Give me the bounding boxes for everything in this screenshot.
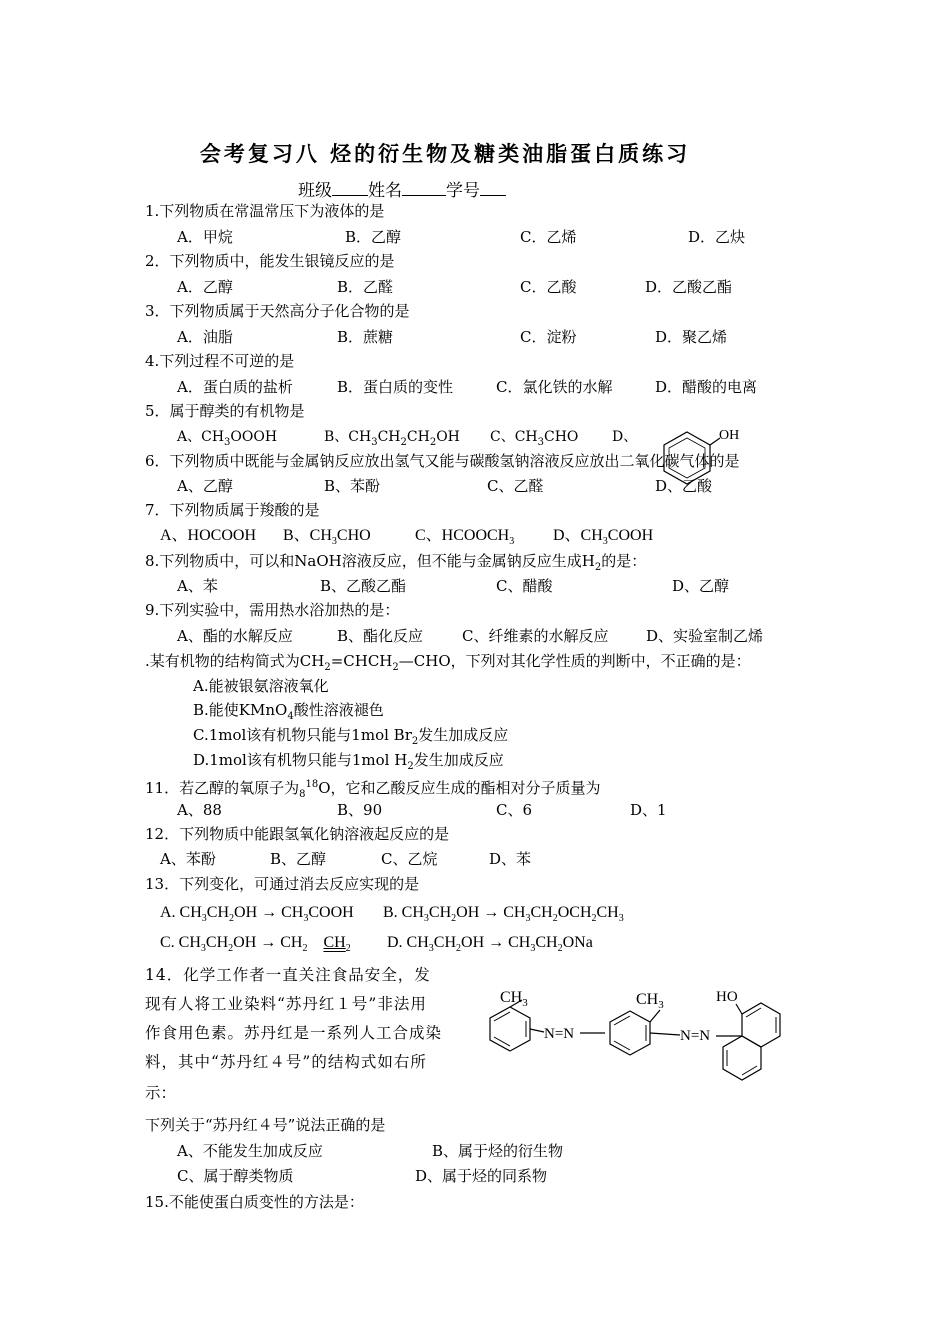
q10-option-a: A.能被银氨溶液氧化 bbox=[193, 677, 329, 695]
q10-option-c: C.1mol该有机物只能与1mol $Br_2$发生加成反应 bbox=[193, 726, 509, 747]
methyl-label-2: $CH_3$ bbox=[636, 991, 664, 1011]
arrow-icon: → bbox=[488, 934, 505, 951]
azo-bond-2a bbox=[650, 1033, 680, 1035]
q2-option-c: C．乙酸 bbox=[520, 278, 577, 296]
q3-option-c: C．淀粉 bbox=[520, 328, 577, 346]
q10-option-b: B.能使KMnO$_4$酸性溶液褪色 bbox=[193, 701, 384, 722]
q14-option-b: B、属于烃的衍生物 bbox=[432, 1142, 564, 1160]
q6-option-b: B、苯酚 bbox=[324, 477, 381, 495]
q9-option-c: C、纤维素的水解反应 bbox=[462, 627, 609, 645]
question-4: 4.下列过程不可逆的是 bbox=[145, 352, 295, 370]
arrow-icon: → bbox=[483, 904, 500, 921]
oh-label: OH bbox=[719, 428, 740, 443]
azo-label-1: N=N bbox=[544, 1026, 575, 1042]
question-15: 15.不能使蛋白质变性的方法是： bbox=[145, 1193, 364, 1211]
q1-option-a: A．甲烷 bbox=[177, 228, 233, 246]
ring-2-methyl-bond bbox=[650, 1010, 660, 1022]
q3-option-a: A．油脂 bbox=[177, 328, 233, 346]
q7-option-a: A、HOCOOH bbox=[160, 527, 257, 544]
class-label: 班级 bbox=[298, 181, 332, 201]
q5-option-a: A、$CH_3OOOH$ bbox=[177, 429, 278, 448]
name-blank[interactable] bbox=[402, 179, 446, 196]
q12-option-a: A、苯酚 bbox=[160, 850, 216, 868]
q9-option-a: A、酯的水解反应 bbox=[177, 627, 293, 645]
q3-option-d: D．聚乙烯 bbox=[655, 328, 728, 346]
question-9: 9.下列实验中，需用热水浴加热的是： bbox=[145, 601, 400, 619]
naphthalene-aux-guide-3 bbox=[723, 1036, 761, 1080]
q2-option-a: A．乙醇 bbox=[177, 278, 233, 296]
q7-option-c: C、$HCOOCH_3$ bbox=[415, 527, 515, 548]
q13-option-b: B. $CH_3CH_2OH \to CH_3CH_2OCH_2CH_3$ bbox=[383, 904, 624, 925]
arrow-icon: → bbox=[260, 934, 277, 951]
q6-option-c: C、乙醛 bbox=[487, 477, 544, 495]
q5-option-b: B、$CH_3CH_2CH_2OH$ bbox=[324, 429, 460, 448]
naphthalene-ring-2 bbox=[723, 1036, 761, 1080]
q6-option-a: A、乙醇 bbox=[177, 477, 233, 495]
q13-option-d: D. $CH_3CH_2OH \to CH_3CH_2ONa$ bbox=[387, 934, 593, 955]
question-14-line-1: 14．化学工作者一直关注食品安全，发 bbox=[145, 966, 431, 984]
name-label: 姓名 bbox=[368, 181, 402, 201]
q8-option-b: B、乙酸乙酯 bbox=[320, 577, 407, 595]
naphthalene-aux-guide bbox=[723, 1036, 761, 1080]
id-blank[interactable] bbox=[480, 179, 506, 196]
q10-option-d: D.1mol该有机物只能与1mol $H_2$发生加成反应 bbox=[193, 751, 504, 772]
naphthalene-aux-guide-5 bbox=[742, 1036, 780, 1047]
q5-option-c: C、$CH_3CHO$ bbox=[490, 429, 579, 448]
student-info-header bbox=[298, 176, 506, 201]
question-14-line-4: 料，其中“苏丹红４号”的结构式如右所 bbox=[145, 1053, 427, 1071]
q8-option-a: A、苯 bbox=[177, 577, 218, 595]
q8-option-d: D、乙醇 bbox=[672, 577, 730, 595]
question-8: 8.下列物质中，可以和NaOH溶液反应，但不能与金属钠反应生成$H_2$的是： bbox=[145, 552, 647, 573]
q9-option-d: D、实验室制乙烯 bbox=[646, 627, 764, 645]
q6-option-d: D、乙酸 bbox=[655, 477, 713, 495]
question-6: 6．下列物质中既能与金属钠反应放出氢气又能与碳酸氢钠溶液反应放出二氧化碳气体的是 bbox=[145, 452, 740, 470]
benzene-ring-1 bbox=[490, 1007, 530, 1051]
q11-option-b: B、90 bbox=[337, 801, 383, 819]
question-14-line-2: 现有人将工业染料“苏丹红１号”非法用 bbox=[145, 995, 427, 1013]
q14-option-d: D、属于烃的同系物 bbox=[415, 1167, 548, 1185]
q2-option-b: B．乙醛 bbox=[337, 278, 394, 296]
question-12: 12．下列物质中能跟氢氧化钠溶液起反应的是 bbox=[145, 825, 450, 843]
azo-bond-1a bbox=[530, 1029, 544, 1032]
q7-option-b: B、$CH_3CHO$ bbox=[283, 527, 371, 548]
q11-option-c: C、6 bbox=[496, 801, 533, 819]
naphthalene-aux-guide-2 bbox=[723, 1036, 761, 1080]
azo-label-2: N=N bbox=[680, 1028, 711, 1044]
question-11: 11．若乙醇的氧原子为$_8^{18}$O，它和乙酸反应生成的酯相对分子质量为 bbox=[145, 779, 601, 800]
naphthalene-aux-guide-4 bbox=[723, 1036, 761, 1080]
q13-option-a: A. $CH_3CH_2OH$ → $CH_3COOH$ bbox=[160, 904, 354, 925]
q14-option-c: C、属于醇类物质 bbox=[177, 1167, 294, 1185]
q1-option-c: C．乙烯 bbox=[520, 228, 577, 246]
q3-option-b: B．蔗糖 bbox=[337, 328, 394, 346]
q4-option-b: B．蛋白质的变性 bbox=[337, 378, 454, 396]
question-10: .某有机物的结构简式为$CH_2=CHCH_2—CHO$，下列对其化学性质的判断中，不正确的是： bbox=[145, 652, 751, 673]
hydroxyl-bond bbox=[736, 1004, 742, 1014]
q12-option-c: C、乙烷 bbox=[381, 850, 438, 868]
question-14-line-5: 示： bbox=[145, 1084, 177, 1102]
question-14-stem: 下列关于“苏丹红４号”说法正确的是 bbox=[145, 1116, 386, 1134]
question-13: 13．下列变化，可通过消去反应实现的是 bbox=[145, 875, 420, 893]
methyl-label-1: $CH_3$ bbox=[500, 989, 528, 1009]
q13-option-c: C. $CH_3CH_2OH \to CH_2$ $CH_2$ bbox=[160, 934, 351, 955]
benzene-ring-2 bbox=[610, 1011, 650, 1055]
class-blank[interactable] bbox=[332, 179, 368, 196]
page-title: 会考复习八 烃的衍生物及糖类油脂蛋白质练习 bbox=[199, 141, 691, 166]
id-label: 学号 bbox=[446, 181, 480, 201]
naphthalene-ring-1 bbox=[742, 1003, 780, 1047]
q12-option-b: B、乙醇 bbox=[270, 850, 327, 868]
naph-double-bond-1 bbox=[746, 1008, 761, 1017]
q4-option-a: A．蛋白质的盐析 bbox=[177, 378, 293, 396]
q12-option-d: D、苯 bbox=[489, 850, 532, 868]
q1-option-d: D．乙炔 bbox=[688, 228, 746, 246]
hydroxyl-label: HO bbox=[716, 989, 738, 1005]
ring-1-double-bond-1 bbox=[494, 1012, 510, 1021]
q4-option-c: C．氯化铁的水解 bbox=[496, 378, 613, 396]
ring-1-double-bond-3 bbox=[494, 1037, 510, 1046]
question-2: 2．下列物质中，能发生银镜反应的是 bbox=[145, 252, 395, 270]
ring-2-double-bond-3 bbox=[614, 1041, 630, 1050]
q8-option-c: C、醋酸 bbox=[496, 577, 553, 595]
q11-option-d: D、1 bbox=[630, 801, 667, 819]
question-7: 7．下列物质属于羧酸的是 bbox=[145, 501, 320, 519]
question-5: 5．属于醇类的有机物是 bbox=[145, 402, 305, 420]
question-1: 1.下列物质在常温常压下为液体的是 bbox=[145, 202, 385, 220]
q14-option-a: A、不能发生加成反应 bbox=[177, 1142, 323, 1160]
naph-double-bond-4 bbox=[742, 1066, 757, 1075]
arrow-icon: → bbox=[261, 904, 278, 921]
q9-option-b: B、酯化反应 bbox=[337, 627, 424, 645]
sudan-red-4-structure bbox=[460, 980, 800, 1095]
q2-option-d: D．乙酸乙酯 bbox=[645, 278, 733, 296]
q4-option-d: D．醋酸的电离 bbox=[655, 378, 758, 396]
q5-option-d: D、 bbox=[612, 429, 638, 445]
question-3: 3．下列物质属于天然高分子化合物的是 bbox=[145, 302, 410, 320]
q11-option-a: A、88 bbox=[177, 801, 222, 819]
question-14-line-3: 作食用色素。苏丹红是一系列人工合成染 bbox=[145, 1024, 443, 1042]
q7-option-d: D、$CH_3COOH$ bbox=[553, 527, 654, 548]
naphthalene-side-guide bbox=[761, 1036, 799, 1080]
q1-option-b: B．乙醇 bbox=[345, 228, 402, 246]
naphthalene-lower-guide bbox=[723, 1036, 761, 1080]
ring-2-double-bond-1 bbox=[614, 1016, 630, 1025]
